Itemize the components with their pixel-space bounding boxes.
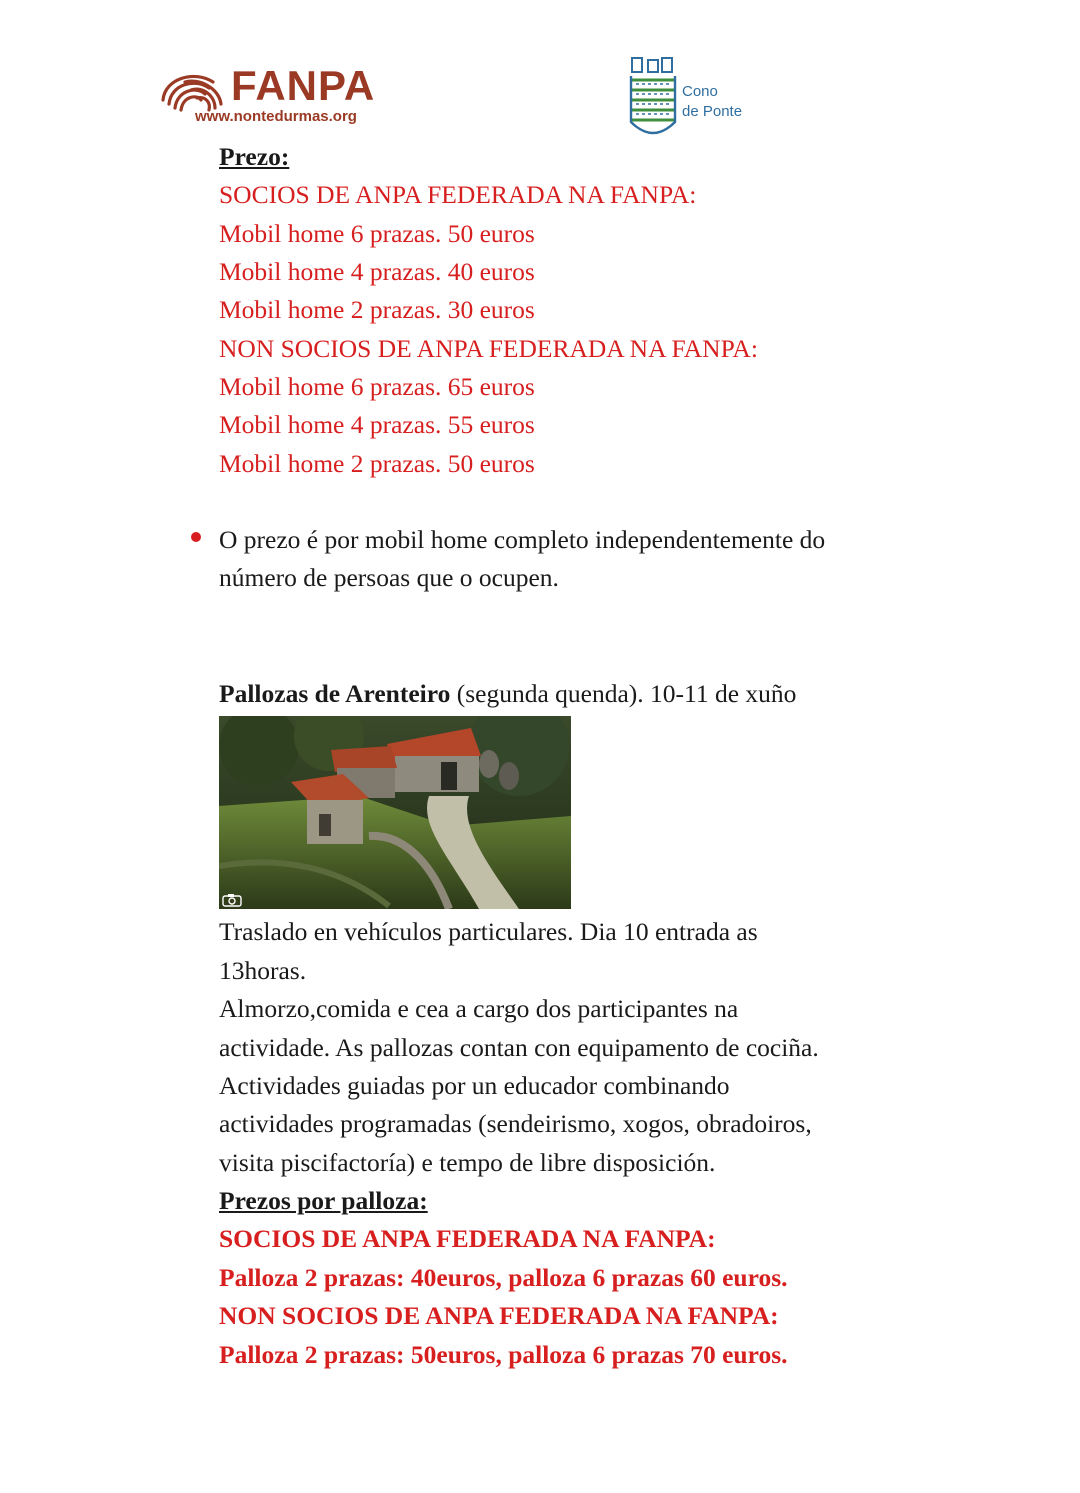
palloza-prices-heading: Prezos por palloza: — [219, 1186, 428, 1215]
description-line: 13horas. — [219, 956, 307, 985]
council-name-line1: Cono — [682, 83, 718, 100]
non-members-price-line: Mobil home 2 prazas. 50 euros — [219, 449, 535, 478]
members-price-line: Mobil home 6 prazas. 50 euros — [219, 219, 535, 248]
fanpa-url: www.nontedurmas.org — [195, 108, 357, 125]
bullet-dot — [191, 532, 201, 542]
pallozas-photo-image — [219, 716, 571, 909]
palloza-members-price: Palloza 2 prazas: 40euros, palloza 6 prazas 60 euros. — [219, 1263, 788, 1292]
pallozas-title-dates: (segunda quenda). 10-11 de xuño — [450, 679, 797, 708]
palloza-members-heading: SOCIOS DE ANPA FEDERADA NA FANPA: — [219, 1224, 716, 1253]
non-members-price-line: Mobil home 4 prazas. 55 euros — [219, 410, 535, 439]
council-name-line2: de Ponte — [682, 103, 743, 120]
non-members-heading: NON SOCIOS DE ANPA FEDERADA NA FANPA: — [219, 334, 758, 363]
camera-icon — [222, 893, 242, 907]
palloza-non-members-heading: NON SOCIOS DE ANPA FEDERADA NA FANPA: — [219, 1301, 779, 1330]
pallozas-photo — [219, 716, 571, 909]
description-line: visita piscifactoría) e tempo de libre disposición. — [219, 1148, 716, 1177]
palloza-non-members-price: Palloza 2 prazas: 50euros, palloza 6 prazas 70 euros. — [219, 1340, 788, 1369]
members-heading: SOCIOS DE ANPA FEDERADA NA FANPA: — [219, 180, 697, 209]
description-line: Actividades guiadas por un educador combinando — [219, 1071, 730, 1100]
description-line: actividade. As pallozas contan con equipamento de cociña. — [219, 1033, 819, 1062]
description-line: actividades programadas (sendeirismo, xogos, obradoiros, — [219, 1109, 812, 1138]
council-name — [682, 82, 742, 122]
description-line: Almorzo,comida e cea a cargo dos participantes na — [219, 994, 739, 1023]
fanpa-wordmark: FANPA — [231, 62, 376, 109]
non-members-price-line: Mobil home 6 prazas. 65 euros — [219, 372, 535, 401]
council-logo — [628, 56, 798, 146]
members-price-line: Mobil home 4 prazas. 40 euros — [219, 257, 535, 286]
pallozas-title — [219, 675, 796, 713]
prices-heading: Prezo: — [219, 142, 290, 171]
price-note-line: número de persoas que o ocupen. — [219, 563, 559, 592]
description-line: Traslado en vehículos particulares. Dia 10 entrada as — [219, 917, 758, 946]
members-price-line: Mobil home 2 prazas. 30 euros — [219, 295, 535, 324]
pallozas-title-name: Pallozas de Arenteiro — [219, 679, 451, 708]
council-crest-icon — [628, 56, 678, 144]
price-note-line: O prezo é por mobil home completo independentemente do — [219, 525, 826, 554]
fanpa-logo — [155, 60, 380, 130]
